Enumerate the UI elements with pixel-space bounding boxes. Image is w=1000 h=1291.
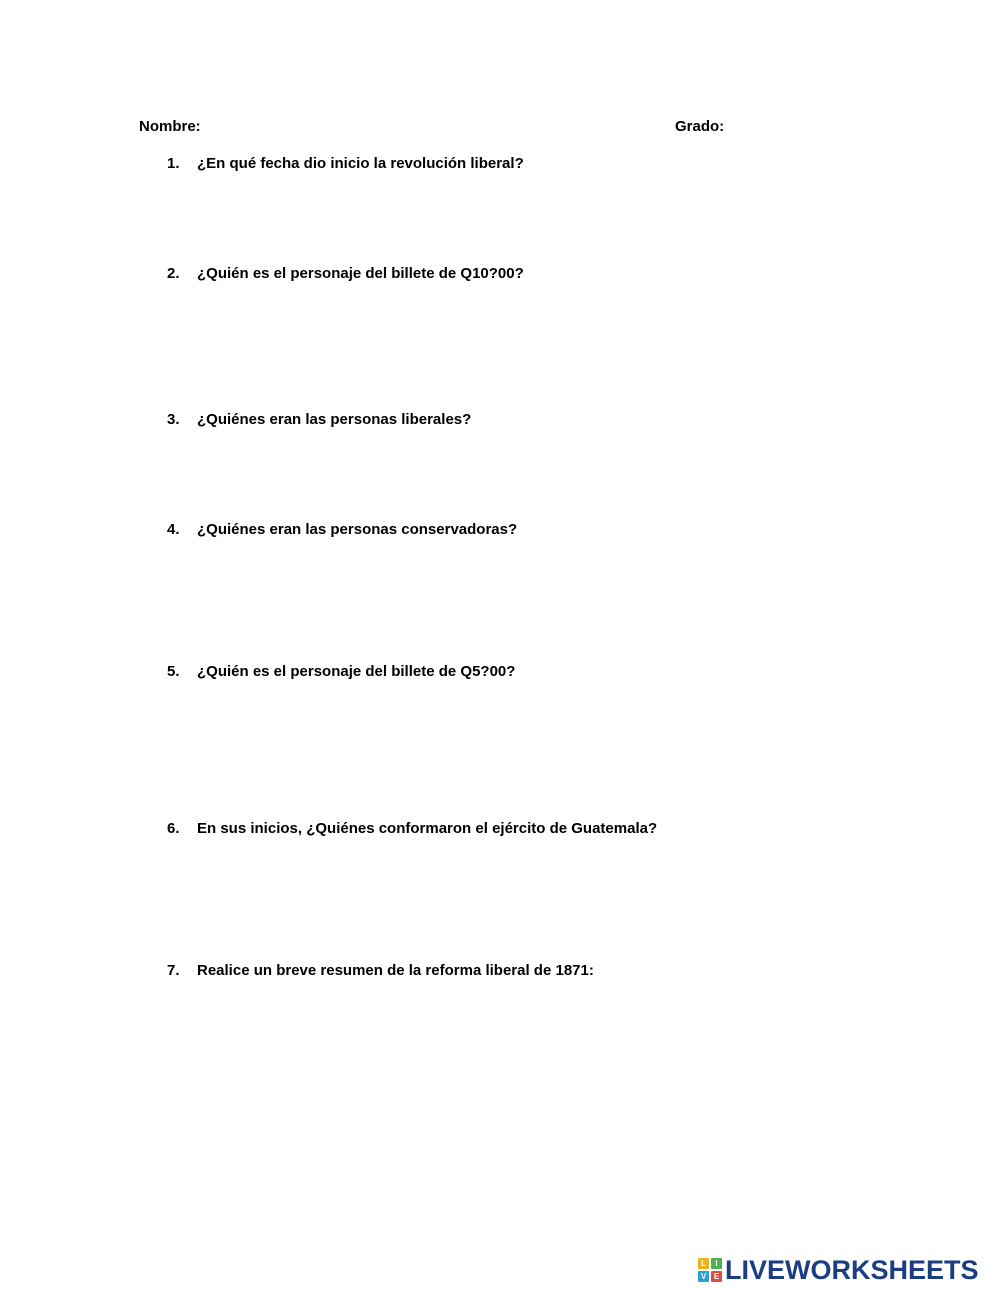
question-6: [167, 820, 657, 837]
logo-mark-letter: L: [698, 1258, 709, 1269]
question-number: 7.: [167, 962, 180, 979]
question-text: ¿Quiénes eran las personas liberales?: [197, 411, 472, 428]
question-number: 3.: [167, 411, 180, 428]
question-text: Realice un breve resumen de la reforma liberal de 1871:: [197, 962, 594, 979]
question-text: En sus inicios, ¿Quiénes conformaron el ejército de Guatemala?: [197, 820, 658, 837]
question-number: 2.: [167, 265, 180, 282]
question-1: [167, 155, 524, 172]
liveworksheets-logo: [698, 1255, 979, 1285]
name-label: Nombre:: [139, 118, 201, 135]
question-number: 1.: [167, 155, 180, 172]
question-number: 6.: [167, 820, 180, 837]
question-number: 4.: [167, 521, 180, 538]
question-7: [167, 962, 594, 979]
question-2: [167, 265, 524, 282]
question-text: ¿Quién es el personaje del billete de Q10?00?: [197, 265, 524, 282]
logo-mark-letter: V: [698, 1271, 709, 1282]
logo-text: LIVEWORKSHEETS: [725, 1255, 979, 1285]
question-text: ¿Quiénes eran las personas conservadoras?: [197, 521, 518, 538]
question-5: [167, 663, 515, 680]
question-3: [167, 411, 471, 428]
logo-mark-letter: I: [711, 1258, 722, 1269]
question-4: [167, 521, 517, 538]
question-text: ¿En qué fecha dio inicio la revolución liberal?: [197, 155, 524, 172]
grade-label: Grado:: [675, 118, 725, 135]
question-number: 5.: [167, 663, 180, 680]
logo-mark-letter: E: [711, 1271, 722, 1282]
question-text: ¿Quién es el personaje del billete de Q5?00?: [197, 663, 516, 680]
logo-mark-icon: [698, 1258, 722, 1282]
